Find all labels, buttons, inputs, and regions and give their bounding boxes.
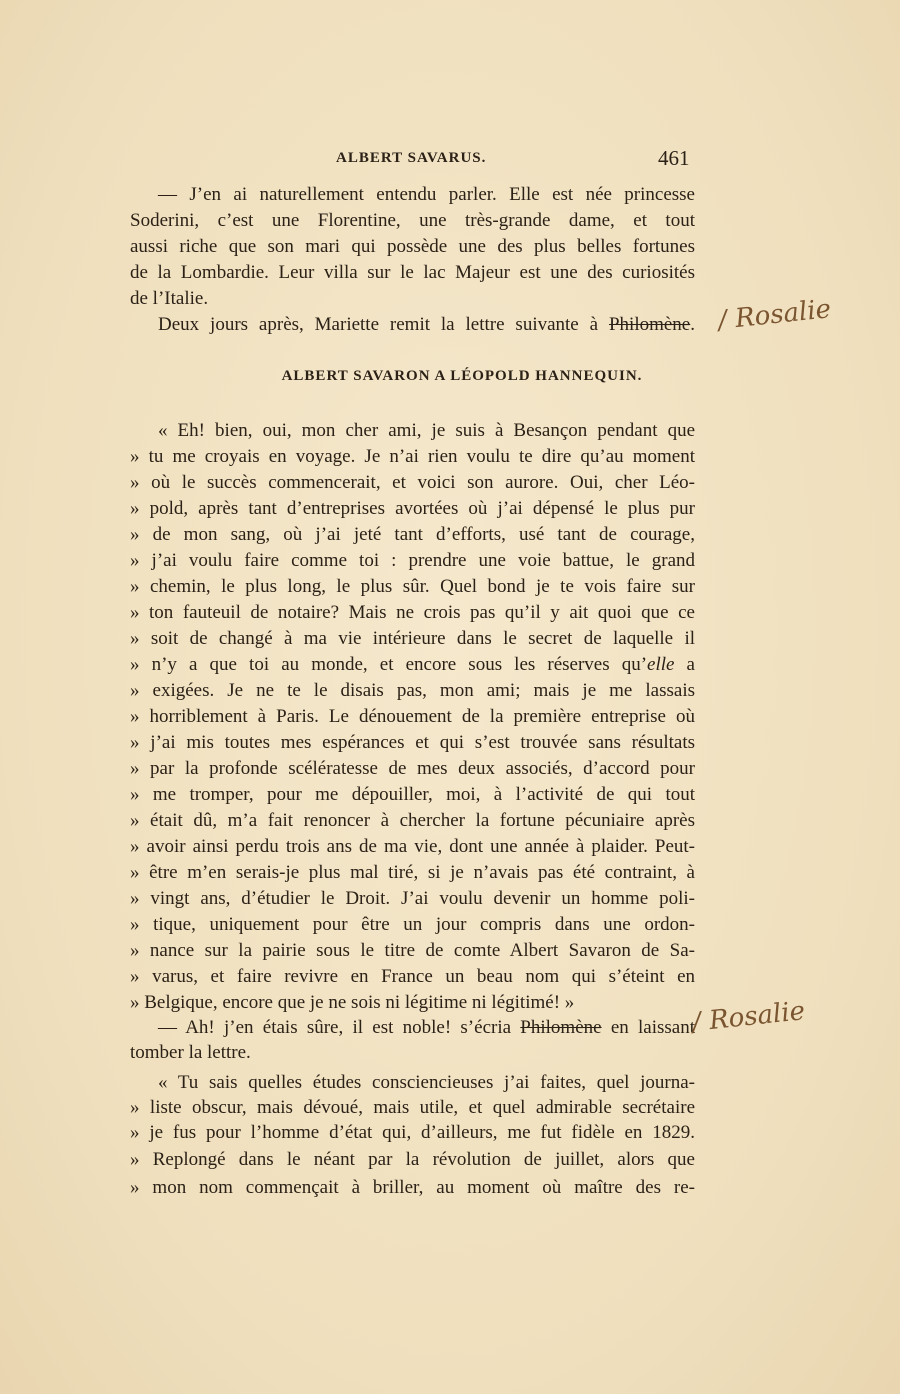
text-segment: » ton fauteuil de notaire? Mais ne crois pas qu’il y ait quoi que ce xyxy=(130,602,695,623)
italic-word: elle xyxy=(647,654,675,675)
text-line xyxy=(158,1016,695,1040)
text-line xyxy=(158,1071,695,1095)
struck-word: Philomène xyxy=(520,1017,602,1038)
text-segment: » chemin, le plus long, le plus sûr. Quel bond je te vois faire sur xyxy=(130,576,695,597)
text-line xyxy=(158,313,695,337)
text-segment: » horriblement à Paris. Le dénouement de la première entreprise où xyxy=(130,706,695,727)
text-segment: « Tu sais quelles études consciencieuses j’ai faites, quel journa- xyxy=(158,1072,695,1093)
text-segment: aussi riche que son mari qui possède une des plus belles fortunes xyxy=(130,236,695,257)
text-line xyxy=(130,1041,695,1065)
text-line xyxy=(130,913,695,937)
text-segment: Deux jours après, Mariette remit la lettre suivante à xyxy=(158,314,609,335)
text-segment: » j’ai mis toutes mes espérances et qui s’est trouvée sans résultats xyxy=(130,732,695,753)
text-line xyxy=(130,757,695,781)
text-line xyxy=(130,523,695,547)
text-segment: » je fus pour l’homme d’état qui, d’ailleurs, me fut fidèle en 1829. xyxy=(130,1122,695,1143)
text-line xyxy=(130,1121,695,1145)
text-line xyxy=(130,783,695,807)
text-line xyxy=(130,261,695,285)
text-segment: » par la profonde scélératesse de mes deux associés, d’accord pour xyxy=(130,758,695,779)
letter-heading: ALBERT SAVARON A LÉOPOLD HANNEQUIN. xyxy=(281,368,643,384)
text-segment: » où le succès commencerait, et voici son aurore. Oui, cher Léo- xyxy=(130,472,695,493)
text-line xyxy=(130,287,695,311)
text-line xyxy=(130,627,695,651)
text-segment: a xyxy=(674,654,695,675)
text-segment: » de mon sang, où j’ai jeté tant d’efforts, usé tant de courage, xyxy=(130,524,695,545)
text-segment: » être m’en serais-je plus mal tiré, si je n’avais pas été contraint, à xyxy=(130,862,695,883)
text-segment: » était dû, m’a fait renoncer à chercher la fortune pécuniaire après xyxy=(130,810,695,831)
text-segment: » j’ai voulu faire comme toi : prendre une voie battue, le grand xyxy=(130,550,695,571)
text-line xyxy=(130,471,695,495)
text-segment: tomber la lettre. xyxy=(130,1042,251,1063)
margin-note-correction: / Rosalie xyxy=(690,996,807,1038)
text-line xyxy=(130,209,695,233)
text-line xyxy=(130,887,695,911)
text-segment: . xyxy=(690,314,695,335)
text-segment: » Belgique, encore que je ne sois ni légitime ni légitimé! » xyxy=(130,992,575,1013)
text-line xyxy=(130,601,695,625)
text-segment: » nance sur la pairie sous le titre de comte Albert Savaron de Sa- xyxy=(130,940,695,961)
text-segment: » exigées. Je ne te le disais pas, mon ami; mais je me lassais xyxy=(130,680,695,701)
text-line xyxy=(130,1176,695,1200)
text-segment: » soit de changé à ma vie intérieure dans le secret de laquelle il xyxy=(130,628,695,649)
text-line xyxy=(158,183,695,207)
text-segment: en laissant xyxy=(601,1017,695,1038)
margin-note-correction: / Rosalie xyxy=(716,294,833,336)
text-line xyxy=(130,653,695,677)
text-line xyxy=(130,679,695,703)
text-segment: Soderini, c’est une Florentine, une très-grande dame, et tout xyxy=(130,210,695,231)
text-line xyxy=(130,861,695,885)
text-segment: — Ah! j’en étais sûre, il est noble! s’écria xyxy=(158,1017,521,1038)
text-segment: » pold, après tant d’entreprises avortées où j’ai dépensé le plus pur xyxy=(130,498,695,519)
text-segment: » avoir ainsi perdu trois ans de ma vie, dont une année à plaider. Peut- xyxy=(130,836,695,857)
text-segment: — J’en ai naturellement entendu parler. Elle est née princesse xyxy=(158,184,695,205)
text-line xyxy=(130,575,695,599)
text-line xyxy=(130,1096,695,1120)
text-line xyxy=(130,809,695,833)
text-line xyxy=(130,445,695,469)
running-title: ALBERT SAVARUS. xyxy=(336,150,487,166)
text-segment: » Replongé dans le néant par la révolution de juillet, alors que xyxy=(130,1149,695,1170)
text-segment: » liste obscur, mais dévoué, mais utile, et quel admirable secrétaire xyxy=(130,1097,695,1118)
text-segment: » vingt ans, d’étudier le Droit. J’ai voulu devenir un homme poli- xyxy=(130,888,695,909)
text-line xyxy=(130,835,695,859)
text-segment: » tu me croyais en voyage. Je n’ai rien voulu te dire qu’au moment xyxy=(130,446,695,467)
text-line xyxy=(130,731,695,755)
text-segment: » tique, uniquement pour être un jour compris dans une ordon- xyxy=(130,914,695,935)
text-line xyxy=(130,497,695,521)
text-line xyxy=(130,705,695,729)
text-line xyxy=(130,939,695,963)
text-segment: » varus, et faire revivre en France un beau nom qui s’éteint en xyxy=(130,966,695,987)
text-line xyxy=(130,1148,695,1172)
text-segment: » me tromper, pour me dépouiller, moi, à l’activité de qui tout xyxy=(130,784,695,805)
text-line xyxy=(130,235,695,259)
struck-word: Philomène xyxy=(608,314,691,335)
text-segment: « Eh! bien, oui, mon cher ami, je suis à Besançon pendant que xyxy=(158,420,695,441)
text-segment: » n’y a que toi au monde, et encore sous les réserves qu’ xyxy=(130,654,648,675)
text-segment: » mon nom commençait à briller, au moment où maître des re- xyxy=(130,1177,695,1198)
text-line xyxy=(130,965,695,989)
text-segment: de la Lombardie. Leur villa sur le lac Majeur est une des curiosités xyxy=(130,262,695,283)
text-segment: de l’Italie. xyxy=(130,288,209,309)
text-line xyxy=(130,549,695,573)
page-number: 461 xyxy=(658,146,690,170)
text-line xyxy=(158,419,695,443)
text-line xyxy=(130,991,695,1015)
